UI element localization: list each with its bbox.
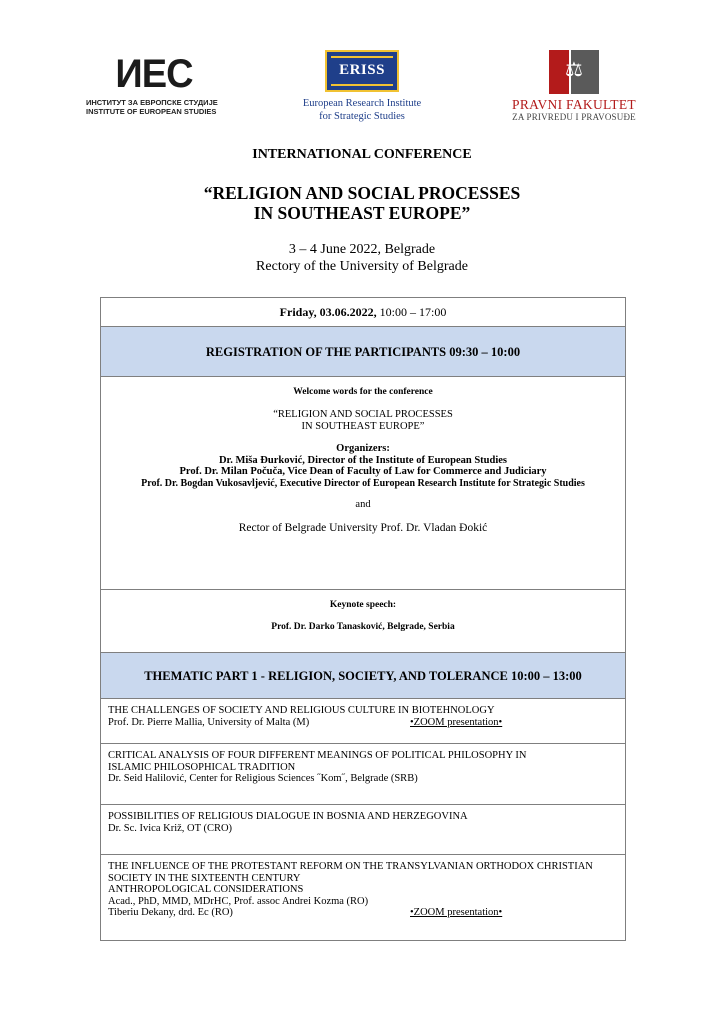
program-day-time: 10:00 – 17:00 [376, 305, 447, 319]
ies-logo [84, 52, 224, 124]
eriss-logo-line2: for Strategic Studies [319, 111, 405, 122]
ies-logo-line-english: INSTITUTE OF EUROPEAN STUDIES [86, 107, 217, 116]
welcome-conf-line1: “RELIGION AND SOCIAL PROCESSES [273, 409, 453, 420]
conference-type: INTERNATIONAL CONFERENCE [252, 147, 472, 162]
welcome-row [101, 376, 625, 589]
ies-logo-line-cyrillic: ИНСТИТУТ ЗА ЕВРОПСКЕ СТУДИЈЕ [86, 98, 218, 107]
talk-title: CRITICAL ANALYSIS OF FOUR DIFFERENT MEANINGS OF POLITICAL PHILOSOPHY IN [108, 750, 527, 761]
talk-speaker-line [108, 907, 625, 919]
ies-logo-mark: ИЕС [115, 52, 193, 96]
pravni-fakultet-logo [504, 50, 644, 126]
eriss-logo-badge [325, 50, 399, 92]
talk-speaker: Dr. Sc. Ivica Križ, OT (CRO) [108, 822, 233, 834]
pravni-fakultet-title: PRAVNI FAKULTET [512, 97, 636, 112]
welcome-heading: Welcome words for the conference [293, 387, 433, 397]
welcome-conf-line2: IN SOUTHEAST EUROPE” [301, 420, 425, 432]
keynote-label: Keynote speech: [329, 600, 397, 610]
program-day-row [101, 298, 625, 326]
pravni-fakultet-subtitle: ZA PRIVREDU I PRAVOSUĐE [512, 112, 636, 122]
scales-of-justice-icon: ⚖ [545, 50, 603, 94]
conference-title-line1: “RELIGION AND SOCIAL PROCESSES [203, 183, 521, 203]
talk-speaker: Acad., PhD, MMD, MDrHC, Prof. assoc Andrei Kozma (RO) [108, 895, 369, 907]
welcome-and: and [355, 499, 371, 510]
talk-row [101, 698, 625, 743]
registration-row: REGISTRATION OF THE PARTICIPANTS 09:30 – 10:00 [101, 326, 625, 376]
zoom-presentation-link[interactable]: •ZOOM presentation• [410, 716, 503, 728]
conference-title-line2: IN SOUTHEAST EUROPE” [253, 203, 471, 223]
eriss-logo-line1: European Research Institute [302, 98, 422, 109]
talk-speaker-line [108, 717, 625, 729]
talk-title: THE INFLUENCE OF THE PROTESTANT REFORM ON THE TRANSYLVANIAN ORTHODOX CHRISTIAN [108, 861, 593, 872]
talk-title: ISLAMIC PHILOSOPHICAL TRADITION [108, 761, 296, 773]
keynote-row [101, 589, 625, 652]
talk-row [101, 743, 625, 804]
organizer-2: Prof. Dr. Milan Počuča, Vice Dean of Faculty of Law for Commerce and Judiciary [179, 466, 547, 477]
organizers-label: Organizers: [336, 443, 390, 454]
program-day-label: Friday, 03.06.2022, [279, 305, 377, 319]
keynote-speaker: Prof. Dr. Darko Tanasković, Belgrade, Serbia [271, 622, 455, 632]
organizer-1: Dr. Miša Đurković, Director of the Institute of European Studies [218, 454, 508, 466]
conference-title [0, 183, 724, 223]
talk-row [101, 854, 625, 940]
welcome-rector: Rector of Belgrade University Prof. Dr. Vladan Đokić [238, 521, 488, 534]
eriss-logo [282, 50, 442, 126]
talk-speaker: Prof. Dr. Pierre Mallia, University of Malta (M) [108, 716, 310, 728]
conference-date-venue [0, 241, 724, 275]
eriss-logo-mark: ERISS [339, 62, 385, 78]
organizer-3: Prof. Dr. Bogdan Vukosavljević, Executive Director of European Research Institute for Strategic Studies [141, 477, 585, 489]
talk-title: THE CHALLENGES OF SOCIETY AND RELIGIOUS CULTURE IN BIOTEHNOLOGY [108, 705, 495, 716]
talk-speaker: Tiberiu Dekany, drd. Ec (RO) [108, 907, 233, 918]
program-table [100, 297, 626, 941]
zoom-presentation-link[interactable]: •ZOOM presentation• [410, 907, 503, 918]
talk-row [101, 804, 625, 854]
thematic-part-row: THEMATIC PART 1 - RELIGION, SOCIETY, AND TOLERANCE 10:00 – 13:00 [101, 652, 625, 698]
conference-date: 3 – 4 June 2022, Belgrade [288, 242, 436, 257]
talk-speaker: Dr. Seid Halilović, Center for Religious Sciences ˝Kom˝, Belgrade (SRB) [108, 773, 418, 784]
conference-venue: Rectory of the University of Belgrade [256, 259, 468, 274]
talk-title: SOCIETY IN THE SIXTEENTH CENTURY [108, 872, 301, 884]
talk-title: ANTHROPOLOGICAL CONSIDERATIONS [108, 884, 304, 895]
talk-title: POSSIBILITIES OF RELIGIOUS DIALOGUE IN BOSNIA AND HERZEGOVINA [108, 811, 468, 822]
